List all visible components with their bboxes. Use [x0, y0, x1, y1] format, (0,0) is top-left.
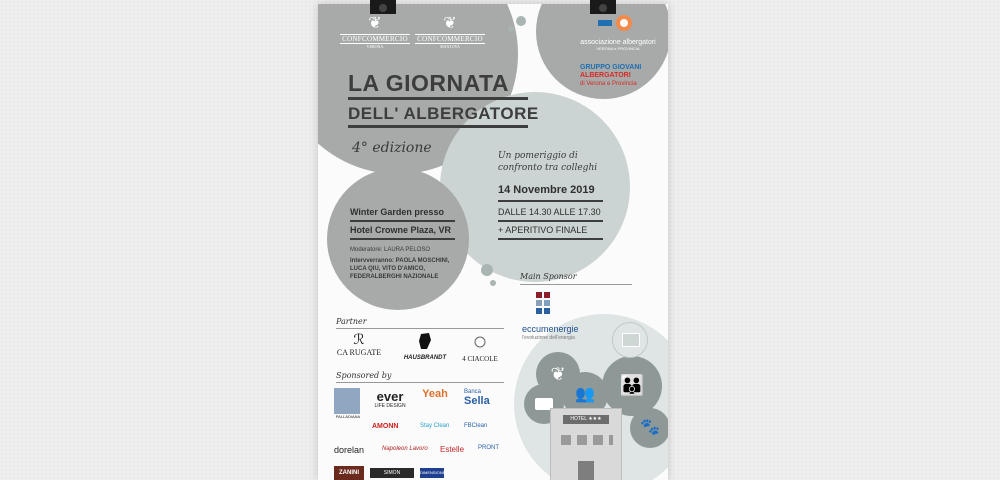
event-time: DALLE 14.30 ALLE 17.30 [498, 207, 601, 217]
sponsor-palladiana: PALLADIANA [334, 388, 362, 419]
hotel-building [550, 408, 622, 480]
plant-icon: ❦ [550, 364, 566, 384]
hausbrandt-figure-icon [417, 332, 433, 350]
sponsor-zanini: ZANINI [334, 466, 364, 480]
main-sponsor-tagline: l'evoluzione dell'energia [522, 335, 575, 341]
sponsor-yeah: Yeah [422, 388, 448, 400]
eagle-icon: ❦ [368, 15, 382, 32]
sponsor-fbclean: FBClean [464, 423, 488, 429]
main-sponsor-name: eccumenergie [522, 324, 579, 334]
sponsor-ever: ever LIFE DESIGN [374, 389, 406, 409]
title-rule [348, 97, 528, 100]
sponsor-napoleon: Napoleon Lavoro [382, 446, 428, 452]
ca-rugate-emblem-icon: ℛ [353, 332, 365, 348]
main-sponsor-label: Main Sponsor [520, 272, 577, 281]
assoc-emblem-icon [596, 12, 640, 34]
gruppo-giovani-logo: GRUPPO GIOVANI ALBERGATORI di Verona e Provincia [580, 64, 642, 87]
event-title-line2: DELL' ALBERGATORE [348, 104, 539, 123]
venue-line1: Winter Garden presso [350, 207, 444, 217]
venue-line2: Hotel Crowne Plaza, VR [350, 225, 452, 235]
bubble-screen [612, 322, 648, 358]
screen-icon [622, 333, 640, 347]
decor-dot [481, 264, 493, 276]
partner-4-ciacole: 4 CIACOLE [458, 336, 502, 363]
event-extra: + APERITIVO FINALE [498, 225, 588, 235]
venue-rule [350, 238, 455, 240]
hotel-sign: HOTEL ★★★ [563, 415, 609, 424]
pet-icon: 🐾 [640, 419, 660, 436]
main-sponsor-divider [520, 284, 632, 285]
title-rule [348, 125, 528, 128]
eccumenergie-logo-icon [536, 292, 558, 322]
bubble-pet [630, 408, 668, 448]
confcommercio-mantova-logo: ❦ CONFCOMMERCIO MANTOVA [415, 16, 485, 49]
venue-rule [350, 220, 455, 222]
edition-label: 4° edizione [352, 140, 432, 156]
partner-label: Partner [336, 317, 367, 326]
partner-ca-rugate: ℛ CA RUGATE [332, 332, 386, 357]
sponsor-simon: SIMON [370, 468, 414, 478]
extra-rule [498, 238, 603, 240]
poster-clip-left [370, 0, 396, 14]
palladiana-emblem-icon [334, 388, 360, 414]
poster-clip-right [590, 0, 616, 14]
speakers-label: Intervverranno: PAOLA MOSCHINI, LUCA QIU, VITO D'AMICO, FEDERALBERGHI NAZIONALE [350, 258, 450, 280]
family-icon: 👪 [619, 375, 645, 397]
date-rule [498, 200, 603, 202]
decor-dot [516, 16, 526, 26]
sponsor-amonn: AMONN [372, 423, 399, 430]
ciacole-figure-icon [470, 336, 490, 350]
decor-dot [490, 280, 496, 286]
event-date: 14 Novembre 2019 [498, 184, 595, 196]
associazione-albergatori-logo: associazione albergatori VERONA e PROVINCIA [568, 12, 668, 51]
confcommercio-verona-logo: ❦ CONFCOMMERCIO VERONA [340, 16, 410, 49]
event-title-line1: LA GIORNATA [348, 70, 509, 96]
partner-divider [336, 328, 504, 329]
time-rule [498, 220, 603, 222]
sponsor-stay-clean: Stay Clean [420, 423, 450, 429]
event-tagline: Un pomeriggio di confronto tra colleghi [498, 151, 598, 173]
sponsor-banca-sella: Banca Sella [464, 389, 490, 407]
partner-hausbrandt: HAUSBRANDT [400, 332, 450, 361]
sponsor-dorelan: dorelan [334, 445, 365, 455]
poster [318, 4, 668, 480]
decor-dot [508, 26, 514, 32]
sponsored-divider [336, 382, 504, 383]
sponsor-dimensione: DIMENSIONE [420, 468, 444, 478]
sponsor-estelle: Estelle [440, 445, 465, 454]
eagle-icon: ❦ [443, 15, 457, 32]
sponsor-pront: PRONT [478, 445, 499, 451]
hotel-door [578, 461, 594, 480]
bubble-family [602, 356, 662, 416]
people-icon: 👥 [575, 386, 595, 403]
sponsored-label: Sponsored by [336, 371, 392, 380]
moderator-label: Moderatore: LAURA PELOSO [350, 247, 431, 253]
